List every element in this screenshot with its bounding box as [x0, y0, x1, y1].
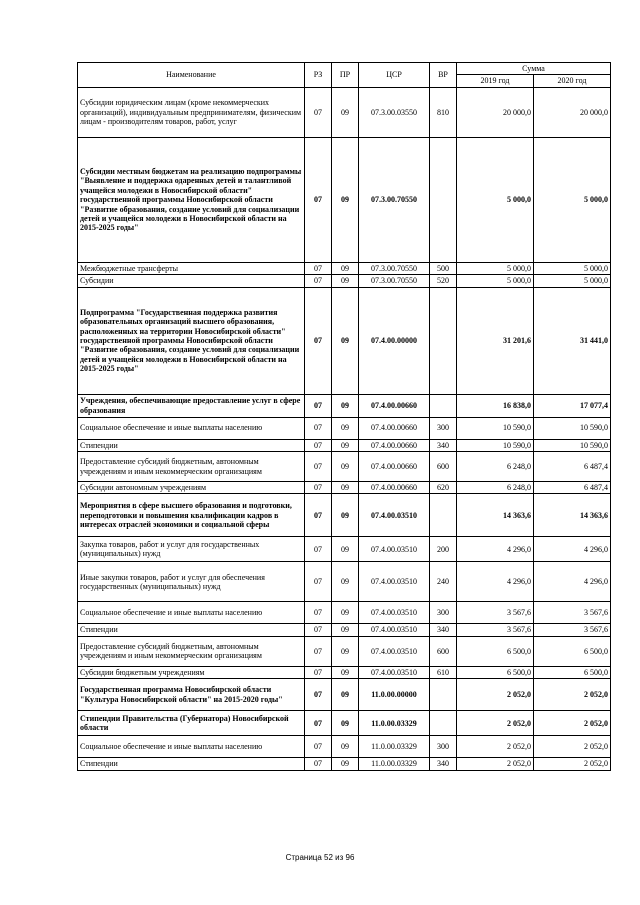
cell-y2019: 6 500,0	[457, 666, 534, 678]
cell-name: Стипендии Правительства (Губернатора) Новосибирской области	[78, 711, 305, 736]
cell-y2020: 4 296,0	[534, 537, 611, 562]
cell-rz: 07	[305, 711, 332, 736]
cell-pr: 09	[332, 758, 359, 770]
cell-pr: 09	[332, 636, 359, 666]
cell-csr: 07.4.00.00660	[359, 394, 430, 417]
cell-vr: 300	[430, 602, 457, 624]
cell-rz: 07	[305, 666, 332, 678]
cell-name: Субсидии автономным учреждениям	[78, 482, 305, 494]
cell-csr: 07.3.00.03550	[359, 87, 430, 137]
cell-pr: 09	[332, 562, 359, 602]
cell-rz: 07	[305, 624, 332, 636]
cell-csr: 11.0.00.00000	[359, 679, 430, 711]
cell-y2019: 14 363,6	[457, 494, 534, 537]
cell-csr: 07.4.00.00660	[359, 417, 430, 439]
cell-csr: 07.3.00.70550	[359, 275, 430, 287]
cell-rz: 07	[305, 87, 332, 137]
cell-y2019: 31 201,6	[457, 287, 534, 394]
table-row	[78, 482, 611, 494]
cell-rz: 07	[305, 482, 332, 494]
cell-vr: 300	[430, 736, 457, 758]
cell-y2019: 2 052,0	[457, 711, 534, 736]
cell-y2019: 4 296,0	[457, 537, 534, 562]
cell-name: Подпрограмма "Государственная поддержка развития образовательных организаций высшего образования, расположенных на территории Новосибирской области" государственной программы Новосибирской области "Развитие образования, создание условий для социализации детей и учащейся молодежи в Новосибирской области на 2015-2025 годы"	[78, 287, 305, 394]
cell-rz: 07	[305, 494, 332, 537]
cell-name: Стипендии	[78, 624, 305, 636]
cell-y2020: 17 077,4	[534, 394, 611, 417]
cell-name: Государственная программа Новосибирской области "Культура Новосибирской области" на 2015-2020 годы"	[78, 679, 305, 711]
cell-vr: 600	[430, 636, 457, 666]
cell-y2019: 16 838,0	[457, 394, 534, 417]
table-row	[78, 439, 611, 451]
cell-y2020: 20 000,0	[534, 87, 611, 137]
cell-name: Субсидии	[78, 275, 305, 287]
cell-rz: 07	[305, 679, 332, 711]
table-row	[78, 736, 611, 758]
cell-name: Стипендии	[78, 758, 305, 770]
cell-vr	[430, 679, 457, 711]
cell-vr: 610	[430, 666, 457, 678]
cell-y2020: 4 296,0	[534, 562, 611, 602]
cell-name: Предоставление субсидий бюджетным, автономным учреждениям и иным некоммерческим организациям	[78, 452, 305, 482]
table-row	[78, 494, 611, 537]
cell-rz: 07	[305, 602, 332, 624]
cell-y2020: 10 590,0	[534, 439, 611, 451]
cell-pr: 09	[332, 137, 359, 262]
table-row	[78, 137, 611, 262]
page-footer: Страница 52 из 96	[285, 853, 355, 862]
cell-vr: 340	[430, 439, 457, 451]
cell-csr: 07.4.00.00660	[359, 452, 430, 482]
cell-y2020: 3 567,6	[534, 602, 611, 624]
cell-y2019: 10 590,0	[457, 417, 534, 439]
cell-pr: 09	[332, 736, 359, 758]
cell-vr	[430, 287, 457, 394]
cell-pr: 09	[332, 275, 359, 287]
cell-vr	[430, 137, 457, 262]
cell-pr: 09	[332, 494, 359, 537]
cell-csr: 11.0.00.03329	[359, 711, 430, 736]
cell-name: Закупка товаров, работ и услуг для государственных (муниципальных) нужд	[78, 537, 305, 562]
cell-y2019: 2 052,0	[457, 736, 534, 758]
table-row	[78, 679, 611, 711]
cell-rz: 07	[305, 262, 332, 274]
cell-name: Межбюджетные трансферты	[78, 262, 305, 274]
cell-vr	[430, 711, 457, 736]
cell-y2020: 6 487,4	[534, 452, 611, 482]
cell-pr: 09	[332, 624, 359, 636]
table-row	[78, 394, 611, 417]
cell-pr: 09	[332, 602, 359, 624]
cell-pr: 09	[332, 452, 359, 482]
cell-pr: 09	[332, 262, 359, 274]
cell-rz: 07	[305, 394, 332, 417]
cell-pr: 09	[332, 394, 359, 417]
header-rz: РЗ	[305, 63, 332, 88]
cell-vr: 600	[430, 452, 457, 482]
table-row	[78, 711, 611, 736]
cell-y2020: 6 500,0	[534, 636, 611, 666]
cell-vr: 240	[430, 562, 457, 602]
cell-y2020: 6 500,0	[534, 666, 611, 678]
table-row	[78, 537, 611, 562]
cell-vr: 520	[430, 275, 457, 287]
cell-rz: 07	[305, 417, 332, 439]
cell-csr: 07.4.00.00660	[359, 439, 430, 451]
cell-rz: 07	[305, 137, 332, 262]
cell-rz: 07	[305, 439, 332, 451]
budget-table	[77, 62, 611, 771]
cell-name: Субсидии бюджетным учреждениям	[78, 666, 305, 678]
cell-vr	[430, 394, 457, 417]
header-pr: ПР	[332, 63, 359, 88]
table-row	[78, 262, 611, 274]
cell-csr: 11.0.00.03329	[359, 736, 430, 758]
cell-rz: 07	[305, 275, 332, 287]
table-row	[78, 624, 611, 636]
cell-y2019: 4 296,0	[457, 562, 534, 602]
table-row	[78, 758, 611, 770]
cell-vr: 300	[430, 417, 457, 439]
cell-rz: 07	[305, 736, 332, 758]
header-2020: 2020 год	[534, 75, 611, 87]
header-2019: 2019 год	[457, 75, 534, 87]
cell-name: Социальное обеспечение и иные выплаты населению	[78, 736, 305, 758]
table-row	[78, 602, 611, 624]
cell-y2019: 5 000,0	[457, 262, 534, 274]
cell-pr: 09	[332, 87, 359, 137]
cell-name: Субсидии местным бюджетам на реализацию подпрограммы "Выявление и поддержка одаренных детей и талантливой учащейся молодежи в Новосибирской области" государственной программы Новосибирской области "Развитие образования, создание условий для социализации детей и учащейся молодежи в Новосибирской области на 2015-2025 годы"	[78, 137, 305, 262]
cell-pr: 09	[332, 666, 359, 678]
cell-y2020: 31 441,0	[534, 287, 611, 394]
cell-y2020: 2 052,0	[534, 711, 611, 736]
cell-csr: 11.0.00.03329	[359, 758, 430, 770]
cell-csr: 07.3.00.70550	[359, 262, 430, 274]
cell-pr: 09	[332, 482, 359, 494]
cell-y2019: 3 567,6	[457, 602, 534, 624]
cell-y2020: 6 487,4	[534, 482, 611, 494]
table-row	[78, 287, 611, 394]
cell-name: Субсидии юридическим лицам (кроме некоммерческих организаций), индивидуальным предпринимателям, физическим лицам - производителям товаров, работ, услуг	[78, 87, 305, 137]
table-row	[78, 87, 611, 137]
table-row	[78, 562, 611, 602]
cell-csr: 07.4.00.03510	[359, 602, 430, 624]
cell-pr: 09	[332, 711, 359, 736]
cell-rz: 07	[305, 287, 332, 394]
cell-pr: 09	[332, 439, 359, 451]
cell-name: Учреждения, обеспечивающие предоставление услуг в сфере образования	[78, 394, 305, 417]
cell-y2019: 6 248,0	[457, 452, 534, 482]
cell-name: Иные закупки товаров, работ и услуг для обеспечения государственных (муниципальных) нужд	[78, 562, 305, 602]
cell-vr: 340	[430, 758, 457, 770]
cell-vr	[430, 494, 457, 537]
cell-csr: 07.4.00.03510	[359, 562, 430, 602]
cell-pr: 09	[332, 287, 359, 394]
header-csr: ЦСР	[359, 63, 430, 88]
cell-vr: 620	[430, 482, 457, 494]
cell-name: Предоставление субсидий бюджетным, автономным учреждениям и иным некоммерческим организациям	[78, 636, 305, 666]
cell-csr: 07.4.00.00000	[359, 287, 430, 394]
header-name: Наименование	[78, 63, 305, 88]
cell-name: Социальное обеспечение и иные выплаты населению	[78, 602, 305, 624]
table-body	[78, 87, 611, 770]
cell-y2020: 5 000,0	[534, 262, 611, 274]
cell-pr: 09	[332, 679, 359, 711]
cell-csr: 07.3.00.70550	[359, 137, 430, 262]
cell-y2020: 10 590,0	[534, 417, 611, 439]
cell-rz: 07	[305, 562, 332, 602]
header-vr: ВР	[430, 63, 457, 88]
cell-y2020: 14 363,6	[534, 494, 611, 537]
cell-csr: 07.4.00.03510	[359, 666, 430, 678]
table-row	[78, 417, 611, 439]
cell-vr: 810	[430, 87, 457, 137]
cell-name: Стипендии	[78, 439, 305, 451]
cell-y2020: 2 052,0	[534, 679, 611, 711]
cell-y2019: 5 000,0	[457, 137, 534, 262]
cell-vr: 500	[430, 262, 457, 274]
cell-csr: 07.4.00.03510	[359, 494, 430, 537]
cell-vr: 340	[430, 624, 457, 636]
cell-y2019: 10 590,0	[457, 439, 534, 451]
cell-y2019: 3 567,6	[457, 624, 534, 636]
cell-csr: 07.4.00.03510	[359, 537, 430, 562]
table-row	[78, 275, 611, 287]
cell-pr: 09	[332, 537, 359, 562]
table-row	[78, 666, 611, 678]
cell-rz: 07	[305, 758, 332, 770]
cell-y2020: 5 000,0	[534, 275, 611, 287]
cell-y2019: 6 248,0	[457, 482, 534, 494]
cell-y2020: 2 052,0	[534, 758, 611, 770]
cell-csr: 07.4.00.00660	[359, 482, 430, 494]
cell-y2019: 2 052,0	[457, 758, 534, 770]
cell-y2019: 5 000,0	[457, 275, 534, 287]
cell-csr: 07.4.00.03510	[359, 624, 430, 636]
cell-vr: 200	[430, 537, 457, 562]
cell-name: Социальное обеспечение и иные выплаты населению	[78, 417, 305, 439]
cell-y2020: 2 052,0	[534, 736, 611, 758]
cell-y2020: 3 567,6	[534, 624, 611, 636]
header-sum: Сумма	[457, 63, 611, 75]
cell-csr: 07.4.00.03510	[359, 636, 430, 666]
cell-rz: 07	[305, 636, 332, 666]
cell-y2019: 2 052,0	[457, 679, 534, 711]
cell-rz: 07	[305, 452, 332, 482]
table-row	[78, 452, 611, 482]
cell-pr: 09	[332, 417, 359, 439]
table-row	[78, 636, 611, 666]
cell-rz: 07	[305, 537, 332, 562]
cell-y2020: 5 000,0	[534, 137, 611, 262]
cell-name: Мероприятия в сфере высшего образования и подготовки, переподготовки и повышения квалификации кадров в интересах отраслей экономики и социальной сферы	[78, 494, 305, 537]
cell-y2019: 6 500,0	[457, 636, 534, 666]
cell-y2019: 20 000,0	[457, 87, 534, 137]
